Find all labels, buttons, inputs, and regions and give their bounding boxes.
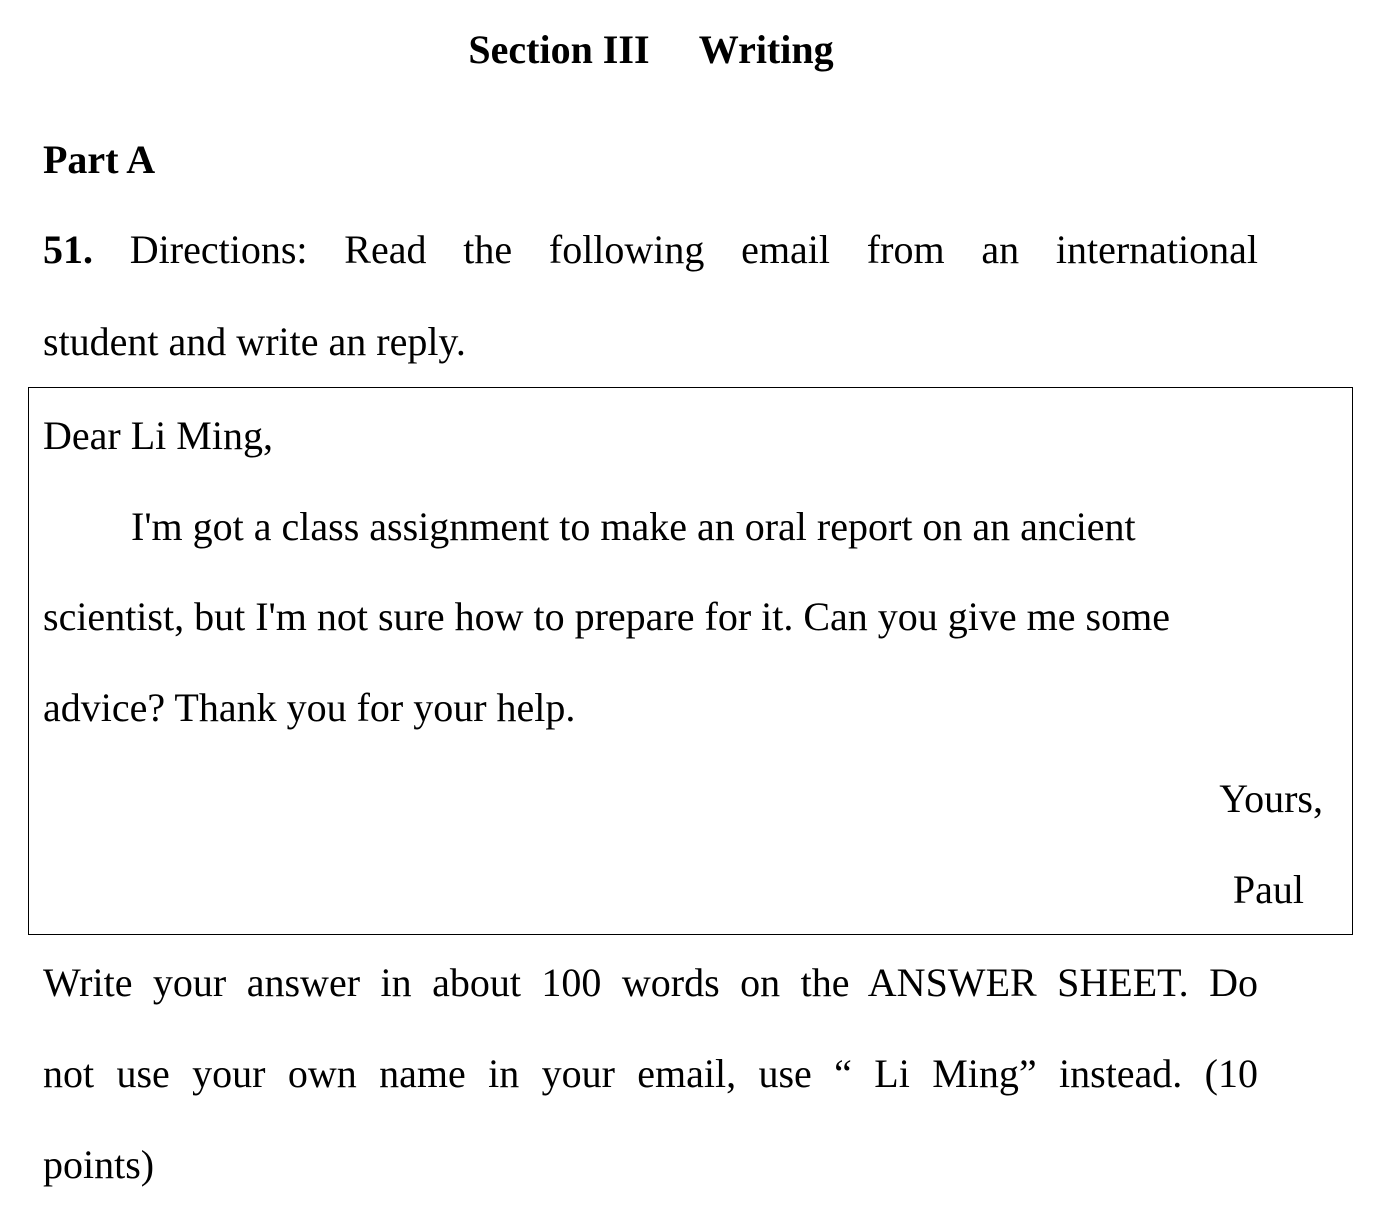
question-number: 51. (43, 227, 93, 272)
instructions-line-3: points) (43, 1142, 155, 1187)
email-closing: Yours, (1219, 776, 1323, 821)
email-body-line-3: advice? Thank you for your help. (43, 685, 576, 730)
section-title: Section III Writing (468, 27, 834, 72)
email-body-line-2: scientist, but I'm not sure how to prepare for it. Can you give me some (43, 594, 1170, 639)
question-directions-line-1 (43, 222, 1258, 278)
email-greeting: Dear Li Ming, (43, 413, 273, 458)
email-signature: Paul (1232, 867, 1304, 912)
instructions-line-1: Write your answer in about 100 words on the ANSWER SHEET. Do (43, 960, 1258, 1005)
directions-text-1: Directions: Read the following email from an international (93, 227, 1258, 272)
question-directions-line-2: student and write an reply. (43, 319, 466, 364)
email-box (28, 387, 1353, 935)
email-body-line-1: I'm got a class assignment to make an oral report on an ancient (131, 504, 1136, 549)
instructions-line-2: not use your own name in your email, use “ Li Ming” instead. (10 (43, 1051, 1258, 1096)
part-title: Part A (43, 137, 156, 182)
